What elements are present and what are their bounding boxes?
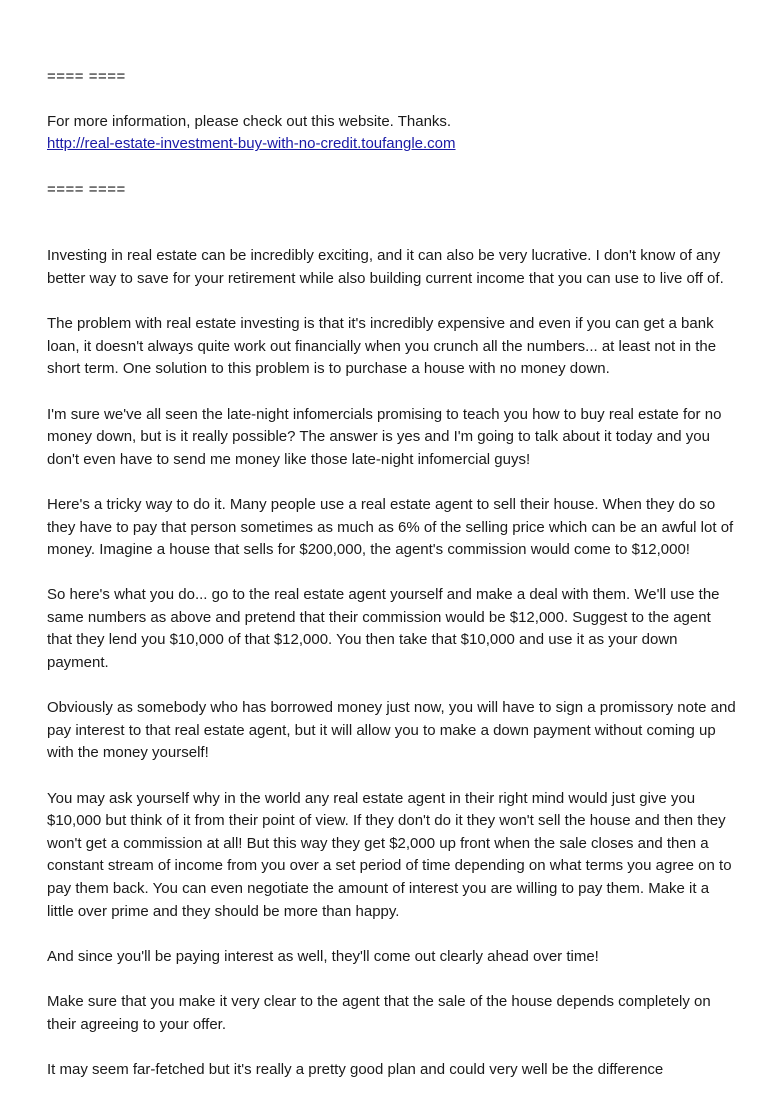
info-text: For more information, please check out this website. Thanks. (47, 112, 452, 130)
separator-bottom: ==== ==== (47, 180, 126, 198)
paragraph-2: The problem with real estate investing is that it's incredibly expensive and even if you can get a bank loan, it doesn't always quite work out financially when you crunch all the numbers... at least not in the short term. One solution to this problem is to purchase a house with no money down. (47, 315, 717, 378)
info-block (47, 111, 737, 156)
separator-top: ==== ==== (47, 68, 126, 85)
document-content (47, 66, 737, 1104)
paragraph-1: Investing in real estate can be incredibly exciting, and it can also be very lucrative. I don't know of any better way to save for your retirement while also building current income that you can use to live off of. (47, 247, 724, 287)
paragraph-9: Make sure that you make it very clear to the agent that the sale of the house depends completely on their agreeing to your offer. (47, 992, 711, 1033)
paragraph-8: And since you'll be paying interest as well, they'll come out clearly ahead over time! (47, 947, 599, 965)
paragraph-10: It may seem far-fetched but it's really a pretty good plan and could very well be the difference (47, 1060, 664, 1078)
paragraph-6: Obviously as somebody who has borrowed money just now, you will have to sign a promissory note and pay interest to that real estate agent, but it will allow you to make a down payment without coming up with the money yourself! (47, 699, 736, 762)
paragraph-7: You may ask yourself why in the world any real estate agent in their right mind would just give you $10,000 but think of it from their point of view. If they don't do it they won't sell the house and then they won't get a commission at all! But this way they get $2,000 up front when the sale closes and then a constant stream of income from you over a set period of time depending on what terms you agree on to pay them back. You can even negotiate the amount of interest you are willing to pay them. Make it a little over prime and they should be more than happy. (47, 789, 732, 920)
website-link[interactable]: http://real-estate-investment-buy-with-no-credit.toufangle.com (47, 135, 456, 153)
article-body (47, 245, 737, 1081)
paragraph-4: Here's a tricky way to do it. Many people use a real estate agent to sell their house. When they do so they have to pay that person sometimes as much as 6% of the selling price which can be an awful lot of money. Imagine a house that sells for $200,000, the agent's commission would come to $12,000! (47, 495, 734, 559)
paragraph-5: So here's what you do... go to the real estate agent yourself and make a deal with them. We'll use the same numbers as above and pretend that their commission would be $12,000. Suggest to the agent that they lend you $10,000 of that $12,000. You then take that $10,000 and use it as your down payment. (47, 586, 720, 672)
paragraph-3: I'm sure we've all seen the late-night infomercials promising to teach you how to buy real estate for no money down, but is it really possible? The answer is yes and I'm going to talk about it today and you don't even have to send me money like those late-night infomercial guys! (47, 405, 722, 468)
